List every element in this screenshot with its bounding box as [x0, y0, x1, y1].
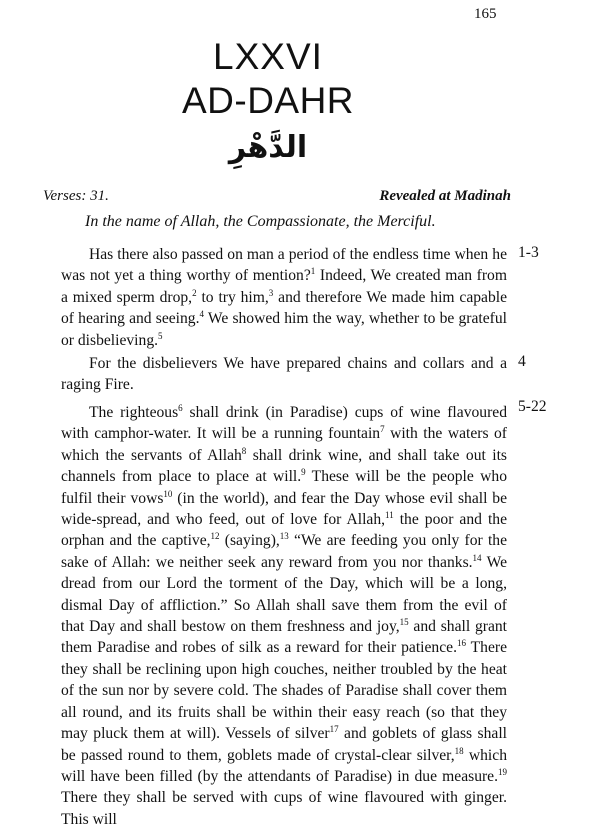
footnote-marker: 17: [329, 723, 339, 734]
paragraph-text: Indeed, We created man from a mixed sperm drop,: [61, 267, 507, 306]
paragraph-text: We dread from our Lord the torment of the Day, which will be a long, dismal Day of affliction.” So Allah shall save them from the evil of that Day and shall bestow on them freshness and joy,: [61, 553, 507, 636]
surah-meta: [43, 188, 511, 205]
paragraph-text: and goblets of glass shall be passed round to them, goblets made of crystal-clear silver,: [61, 725, 507, 764]
revelation-place: Revealed at Madinah: [379, 188, 511, 204]
verse-ref-1-3: 1-3: [518, 244, 539, 261]
footnote-marker: 11: [385, 509, 394, 520]
paragraph-text: “We are feeding you only for the sake of Allah: we neither seek any reward from you nor thanks.: [61, 532, 507, 571]
surah-number-title: LXXVI: [213, 36, 323, 77]
footnote-marker: 14: [472, 552, 482, 563]
paragraph-verses-1-3: [61, 244, 507, 351]
paragraph-text: These will be the people who fulfil their vows: [61, 468, 507, 507]
paragraph-text: with the waters of which the servants of Allah: [61, 425, 507, 464]
verse-ref-4: 4: [518, 353, 526, 370]
footnote-marker: 9: [301, 467, 306, 478]
footnote-marker: 5: [158, 330, 163, 341]
footnote-marker: 7: [380, 424, 385, 435]
footnote-marker: 13: [279, 531, 289, 542]
footnote-marker: 6: [178, 402, 183, 413]
paragraph-text: the poor and the orphan and the captive,: [61, 511, 507, 550]
paragraph-text: Has there also passed on man a period of the endless time when he was not yet a thing worthy of mention?: [61, 246, 507, 285]
invocation: In the name of Allah, the Compassionate, the Merciful.: [85, 213, 436, 230]
paragraph-text: There they shall be reclining upon high couches, neither troubled by the heat of the sun nor by severe cold. The shades of Paradise shall cover them all round, and its fruits shall be within their easy reach (so that they may pluck them at will). Vessels of silver: [61, 639, 508, 743]
paragraph-text: There they shall be served with cups of wine flavoured with ginger. This will: [61, 789, 507, 828]
paragraph-text: and therefore We made him capable of hearing and seeing.: [61, 288, 508, 328]
paragraph-text: and shall grant them Paradise and robes of silk as a reward for their patience.: [61, 618, 507, 657]
footnote-marker: 10: [163, 488, 173, 499]
footnote-marker: 3: [268, 287, 274, 298]
paragraph-text: shall drink wine, and shall take out its channels from place to place at will.: [61, 446, 507, 486]
footnote-marker: 1: [310, 266, 316, 277]
surah-name-title: AD-DAHR: [181, 80, 355, 121]
paragraph-verse-4: [61, 353, 507, 396]
paragraph-text: We showed him the way, whether to be grateful or disbelieving.: [61, 310, 507, 349]
paragraph-text: which will have been filled (by the attendants of Paradise) in due measure.: [61, 746, 507, 785]
footnote-marker: 16: [456, 638, 466, 649]
paragraph-text: (in the world), and fear the Day whose evil shall be wide-spread, and who feed, out of love for Allah,: [61, 489, 507, 529]
footnote-marker: 8: [241, 445, 247, 456]
paragraph-text: For the disbelievers We have prepared chains and collars and a raging Fire.: [61, 355, 507, 394]
footnote-marker: 4: [199, 309, 204, 320]
paragraph-text: to try him,: [196, 288, 269, 306]
paragraph-verses-5-22: [61, 402, 507, 830]
paragraph-text: shall drink (in Paradise) cups of wine flavoured with camphor-water. It will be a running fountain: [61, 404, 507, 443]
verse-ref-5-22: 5-22: [518, 398, 547, 415]
footnote-marker: 2: [192, 287, 197, 298]
arabic-title: الدَّهْرِ: [228, 130, 308, 165]
footnote-marker: 15: [399, 616, 409, 627]
footnote-marker: 18: [454, 745, 464, 756]
paragraph-text: The righteous: [89, 404, 179, 421]
page-number: 165: [474, 6, 497, 22]
footnote-marker: 19: [498, 766, 507, 777]
verses-count: Verses: 31.: [43, 188, 109, 204]
paragraph-text: (saying),: [219, 532, 280, 550]
footnote-marker: 12: [210, 531, 220, 542]
